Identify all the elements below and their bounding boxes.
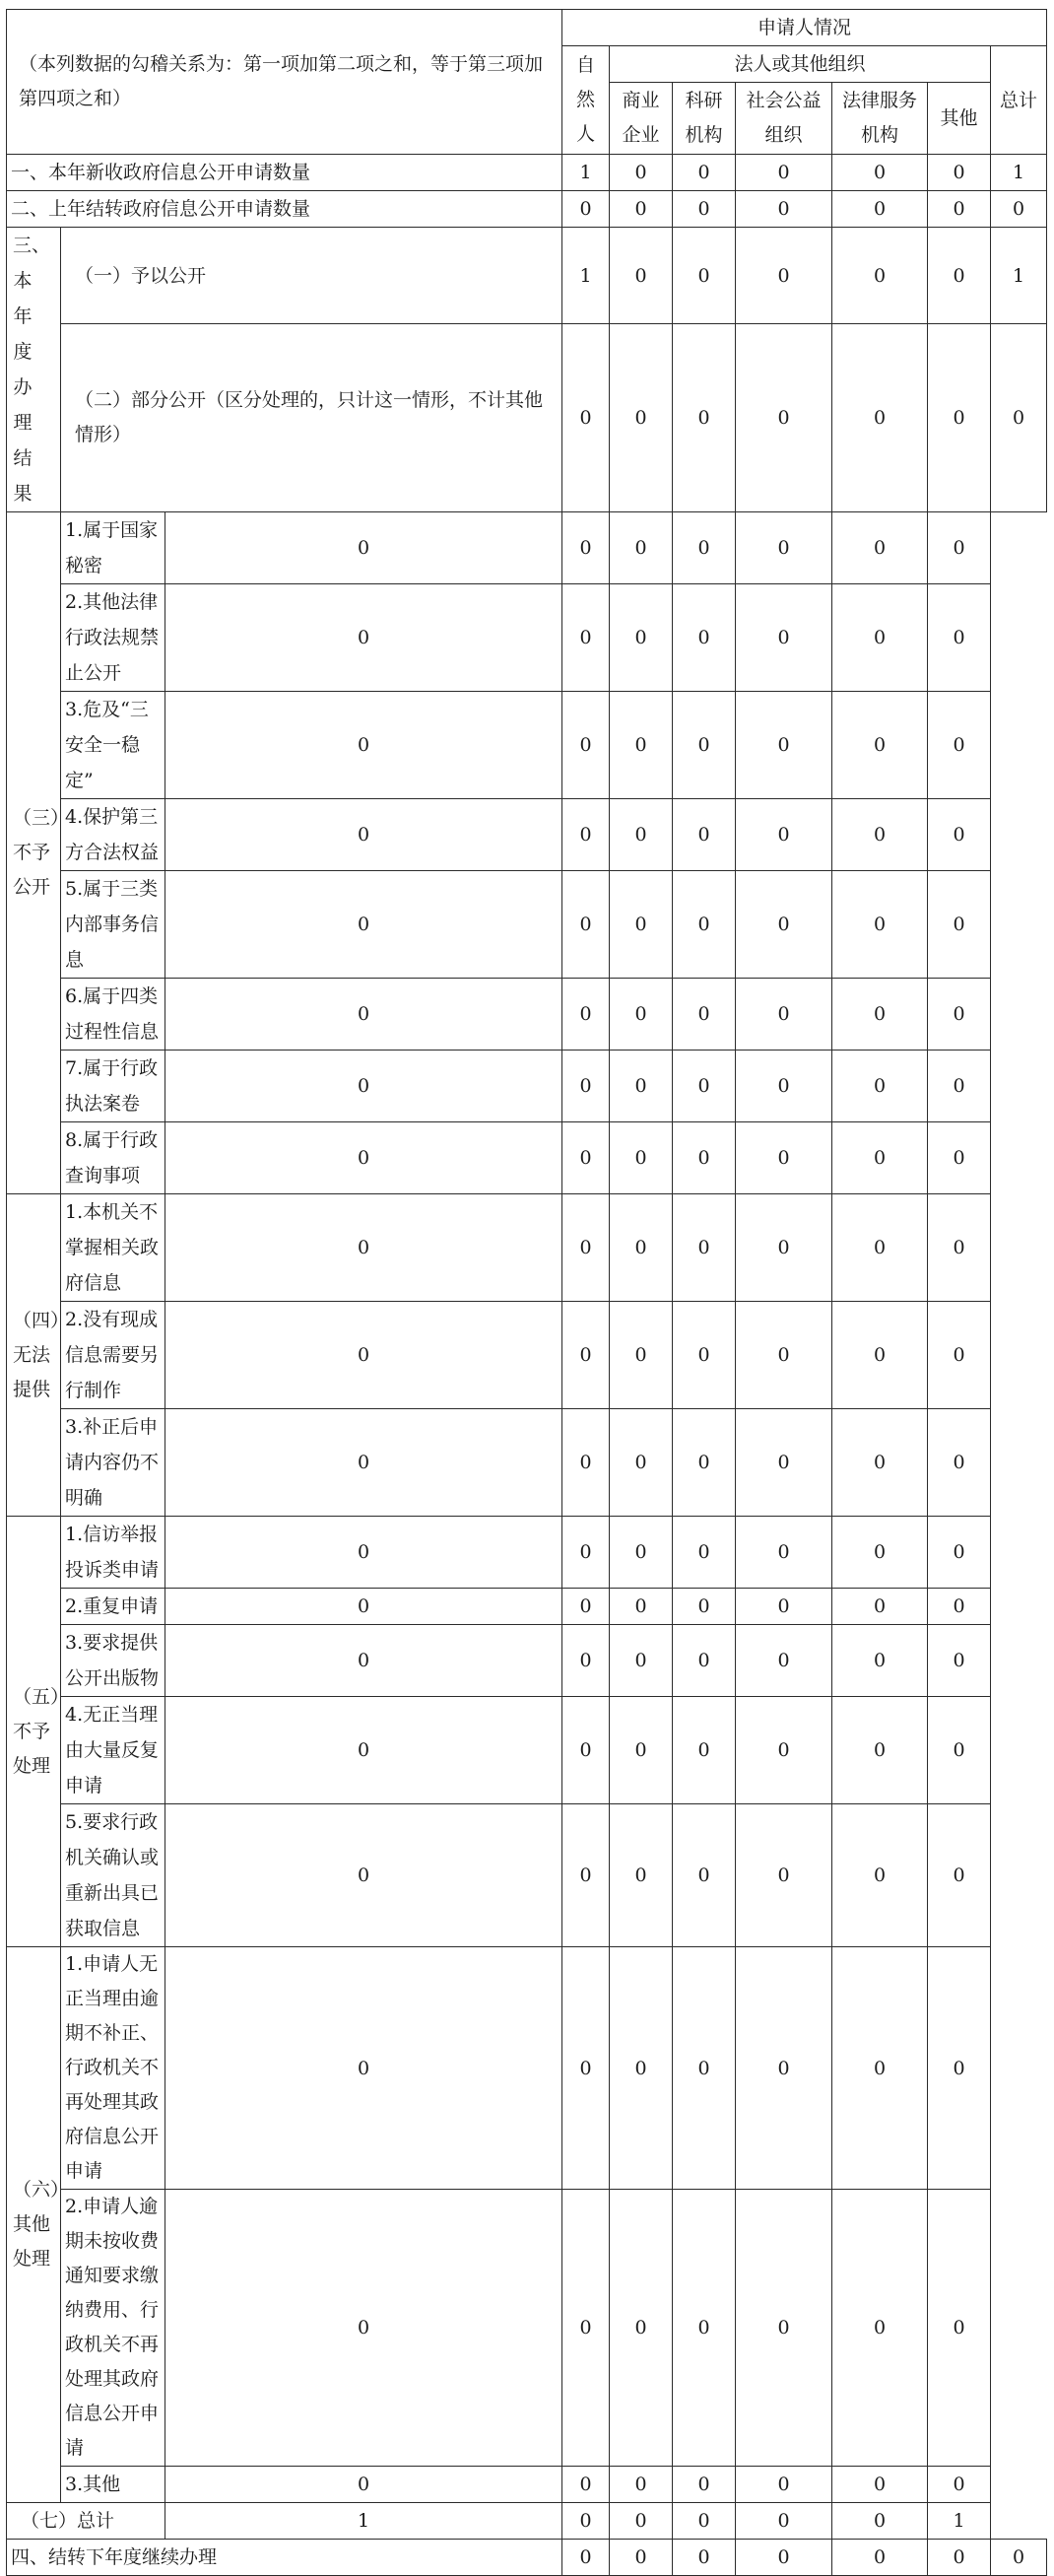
cell: 0 bbox=[736, 324, 832, 512]
cell: 0 bbox=[165, 1589, 562, 1625]
cell: 0 bbox=[673, 979, 736, 1051]
row-label: 6.属于四类过程性信息 bbox=[61, 979, 165, 1051]
cell: 0 bbox=[562, 2540, 610, 2576]
group-label: （四）无法提供 bbox=[7, 1194, 61, 1517]
table-row bbox=[7, 1409, 1047, 1517]
cell: 0 bbox=[736, 1625, 832, 1697]
cell: 0 bbox=[673, 2503, 736, 2540]
row-label: 1.本机关不掌握相关政府信息 bbox=[61, 1194, 165, 1302]
cell: 0 bbox=[832, 512, 928, 584]
cell: 0 bbox=[991, 2540, 1047, 2576]
cell: 0 bbox=[165, 1051, 562, 1122]
cell: 0 bbox=[832, 871, 928, 979]
row-label: 四、结转下年度继续办理 bbox=[7, 2540, 562, 2576]
cell: 0 bbox=[562, 2190, 610, 2467]
cell: 0 bbox=[165, 1625, 562, 1697]
cell: 0 bbox=[165, 1122, 562, 1194]
cell: 0 bbox=[610, 1697, 673, 1804]
table-row bbox=[7, 1122, 1047, 1194]
cell: 0 bbox=[165, 1194, 562, 1302]
cell: 0 bbox=[928, 228, 991, 324]
cell: 0 bbox=[673, 2540, 736, 2576]
cell: 0 bbox=[928, 2540, 991, 2576]
row-label: 3.危及“三安全一稳定” bbox=[61, 692, 165, 799]
row-label: 2.没有现成信息需要另行制作 bbox=[61, 1302, 165, 1409]
cell: 0 bbox=[610, 1804, 673, 1947]
cell: 0 bbox=[562, 799, 610, 871]
table-row bbox=[7, 1302, 1047, 1409]
table-row bbox=[7, 2190, 1047, 2467]
cell: 0 bbox=[832, 324, 928, 512]
cell: 0 bbox=[832, 2190, 928, 2467]
cell: 0 bbox=[736, 1517, 832, 1589]
cell: 0 bbox=[736, 1804, 832, 1947]
cell: 0 bbox=[673, 228, 736, 324]
cell: 0 bbox=[673, 799, 736, 871]
cell: 0 bbox=[165, 1302, 562, 1409]
cell: 0 bbox=[165, 1947, 562, 2190]
cell: 0 bbox=[562, 584, 610, 692]
table-row bbox=[7, 1589, 1047, 1625]
cell: 0 bbox=[610, 1589, 673, 1625]
cell: 0 bbox=[736, 155, 832, 191]
cell: 0 bbox=[928, 1625, 991, 1697]
cell: 1 bbox=[562, 155, 610, 191]
cell: 0 bbox=[673, 155, 736, 191]
cell: 0 bbox=[736, 1122, 832, 1194]
research-header: 科研 机构 bbox=[673, 83, 736, 155]
cell: 0 bbox=[928, 1697, 991, 1804]
cell: 0 bbox=[736, 1409, 832, 1517]
table-row bbox=[7, 191, 1047, 228]
cell: 0 bbox=[736, 2467, 832, 2503]
cell: 0 bbox=[832, 799, 928, 871]
cell: 0 bbox=[165, 1804, 562, 1947]
legal-service-header: 法律服务 机构 bbox=[832, 83, 928, 155]
cell: 0 bbox=[832, 1947, 928, 2190]
cell: 1 bbox=[562, 228, 610, 324]
cell: 0 bbox=[673, 1697, 736, 1804]
cell: 0 bbox=[832, 692, 928, 799]
cell: 0 bbox=[673, 871, 736, 979]
cell: 0 bbox=[610, 584, 673, 692]
cell: 0 bbox=[673, 1625, 736, 1697]
table-row bbox=[7, 1194, 1047, 1302]
cell: 0 bbox=[673, 1194, 736, 1302]
table-row bbox=[7, 799, 1047, 871]
row-label: 二、上年结转政府信息公开申请数量 bbox=[7, 191, 562, 228]
cell: 0 bbox=[928, 2467, 991, 2503]
relation-note: （本列数据的勾稽关系为：第一项加第二项之和，等于第三项加第四项之和） bbox=[7, 10, 562, 155]
cell: 0 bbox=[928, 1194, 991, 1302]
row-label: 3.其他 bbox=[61, 2467, 165, 2503]
cell: 0 bbox=[736, 1589, 832, 1625]
cell: 0 bbox=[165, 512, 562, 584]
cell: 0 bbox=[165, 871, 562, 979]
cell: 0 bbox=[928, 979, 991, 1051]
cell: 0 bbox=[610, 324, 673, 512]
cell: 0 bbox=[673, 1409, 736, 1517]
cell: 0 bbox=[832, 584, 928, 692]
table-row bbox=[7, 1051, 1047, 1122]
group-label: （六）其他处理 bbox=[7, 1947, 61, 2503]
cell: 0 bbox=[736, 228, 832, 324]
table-row bbox=[7, 512, 1047, 584]
cell: 0 bbox=[562, 2467, 610, 2503]
table-row bbox=[7, 155, 1047, 191]
cell: 0 bbox=[832, 1302, 928, 1409]
cell: 0 bbox=[562, 1051, 610, 1122]
cell: 0 bbox=[928, 1589, 991, 1625]
cell: 0 bbox=[610, 2467, 673, 2503]
cell: 0 bbox=[832, 979, 928, 1051]
table-row bbox=[7, 1804, 1047, 1947]
cell: 0 bbox=[562, 1804, 610, 1947]
cell: 0 bbox=[928, 155, 991, 191]
cell: 0 bbox=[165, 1517, 562, 1589]
cell: 0 bbox=[832, 2540, 928, 2576]
cell: 0 bbox=[928, 324, 991, 512]
row-label: 8.属于行政查询事项 bbox=[61, 1122, 165, 1194]
cell: 0 bbox=[562, 1589, 610, 1625]
cell: 0 bbox=[736, 871, 832, 979]
row-label: 3.要求提供公开出版物 bbox=[61, 1625, 165, 1697]
group-label: （五）不予处理 bbox=[7, 1517, 61, 1947]
table-row bbox=[7, 228, 1047, 324]
row-label: 1.属于国家秘密 bbox=[61, 512, 165, 584]
applicant-situation-header: 申请人情况 bbox=[562, 10, 1047, 46]
row-label: 5.属于三类内部事务信息 bbox=[61, 871, 165, 979]
table-row bbox=[7, 979, 1047, 1051]
table-row bbox=[7, 1625, 1047, 1697]
cell: 0 bbox=[832, 1517, 928, 1589]
cell: 0 bbox=[736, 512, 832, 584]
cell: 0 bbox=[736, 2503, 832, 2540]
cell: 0 bbox=[928, 1409, 991, 1517]
cell: 0 bbox=[991, 191, 1047, 228]
cell: 0 bbox=[610, 2540, 673, 2576]
cell: 0 bbox=[610, 2503, 673, 2540]
cell: 0 bbox=[610, 979, 673, 1051]
cell: 0 bbox=[610, 155, 673, 191]
cell: 0 bbox=[673, 1947, 736, 2190]
cell: 0 bbox=[673, 1122, 736, 1194]
cell: 0 bbox=[562, 1122, 610, 1194]
cell: 0 bbox=[832, 1122, 928, 1194]
cell: 0 bbox=[673, 2190, 736, 2467]
row-label: 1.信访举报投诉类申请 bbox=[61, 1517, 165, 1589]
cell: 0 bbox=[562, 1302, 610, 1409]
row-label: 4.保护第三方合法权益 bbox=[61, 799, 165, 871]
row-label: 一、本年新收政府信息公开申请数量 bbox=[7, 155, 562, 191]
social-header: 社会公益 组织 bbox=[736, 83, 832, 155]
cell: 0 bbox=[610, 799, 673, 871]
cell: 0 bbox=[610, 191, 673, 228]
cell: 0 bbox=[610, 1517, 673, 1589]
commercial-header: 商业 企业 bbox=[610, 83, 673, 155]
cell: 0 bbox=[562, 871, 610, 979]
cell: 0 bbox=[165, 2467, 562, 2503]
table-row bbox=[7, 1697, 1047, 1804]
cell: 0 bbox=[562, 979, 610, 1051]
cell: 0 bbox=[736, 1302, 832, 1409]
cell: 0 bbox=[165, 692, 562, 799]
table-row bbox=[7, 2503, 1047, 2540]
cell: 0 bbox=[736, 2540, 832, 2576]
cell: 0 bbox=[165, 1697, 562, 1804]
row-label: （一）予以公开 bbox=[61, 228, 562, 324]
cell: 0 bbox=[928, 1804, 991, 1947]
row-label: 3.补正后申请内容仍不明确 bbox=[61, 1409, 165, 1517]
cell: 0 bbox=[673, 324, 736, 512]
cell: 0 bbox=[991, 324, 1047, 512]
cell: 0 bbox=[832, 191, 928, 228]
cell: 0 bbox=[832, 1051, 928, 1122]
cell: 0 bbox=[736, 191, 832, 228]
table-row bbox=[7, 324, 1047, 512]
cell: 0 bbox=[562, 1947, 610, 2190]
cell: 0 bbox=[673, 191, 736, 228]
cell: 0 bbox=[736, 2190, 832, 2467]
cell: 0 bbox=[610, 1947, 673, 2190]
cell: 0 bbox=[562, 191, 610, 228]
row-label: （七）总计 bbox=[7, 2503, 165, 2540]
row-label: 1.申请人无正当理由逾期不补正、行政机关不再处理其政府信息公开申请 bbox=[61, 1947, 165, 2190]
cell: 0 bbox=[832, 2503, 928, 2540]
cell: 1 bbox=[991, 228, 1047, 324]
row-label: （二）部分公开（区分处理的，只计这一情形，不计其他情形） bbox=[61, 324, 562, 512]
cell: 0 bbox=[562, 2503, 610, 2540]
cell: 0 bbox=[610, 1122, 673, 1194]
cell: 0 bbox=[928, 871, 991, 979]
cell: 0 bbox=[673, 1051, 736, 1122]
cell: 0 bbox=[832, 1589, 928, 1625]
cell: 0 bbox=[562, 692, 610, 799]
cell: 0 bbox=[736, 1697, 832, 1804]
cell: 0 bbox=[832, 155, 928, 191]
cell: 0 bbox=[165, 799, 562, 871]
cell: 0 bbox=[928, 1122, 991, 1194]
cell: 0 bbox=[562, 1194, 610, 1302]
cell: 0 bbox=[610, 228, 673, 324]
cell: 0 bbox=[165, 2190, 562, 2467]
table-row bbox=[7, 2467, 1047, 2503]
gov-info-disclosure-table bbox=[6, 9, 1047, 2576]
cell: 0 bbox=[736, 799, 832, 871]
cell: 0 bbox=[610, 1051, 673, 1122]
cell: 0 bbox=[832, 228, 928, 324]
group-label: （三）不予公开 bbox=[7, 512, 61, 1194]
table-row bbox=[7, 1947, 1047, 2190]
cell: 0 bbox=[673, 512, 736, 584]
cell: 0 bbox=[610, 1302, 673, 1409]
cell: 0 bbox=[736, 584, 832, 692]
cell: 0 bbox=[832, 1194, 928, 1302]
row-label: 2.其他法律行政法规禁止公开 bbox=[61, 584, 165, 692]
cell: 1 bbox=[991, 155, 1047, 191]
cell: 0 bbox=[928, 512, 991, 584]
cell: 0 bbox=[928, 2190, 991, 2467]
cell: 0 bbox=[562, 1625, 610, 1697]
row-label: 2.申请人逾期未按收费通知要求缴纳费用、行政机关不再处理其政府信息公开申请 bbox=[61, 2190, 165, 2467]
cell: 0 bbox=[832, 1804, 928, 1947]
cell: 0 bbox=[673, 1804, 736, 1947]
cell: 0 bbox=[832, 1697, 928, 1804]
cell: 0 bbox=[928, 1051, 991, 1122]
cell: 0 bbox=[610, 1625, 673, 1697]
cell: 1 bbox=[928, 2503, 991, 2540]
cell: 0 bbox=[610, 2190, 673, 2467]
table-row bbox=[7, 1517, 1047, 1589]
row-label: 4.无正当理由大量反复申请 bbox=[61, 1697, 165, 1804]
row-label: 7.属于行政执法案卷 bbox=[61, 1051, 165, 1122]
legal-person-group-header: 法人或其他组织 bbox=[610, 46, 991, 83]
other-header: 其他 bbox=[928, 83, 991, 155]
cell: 0 bbox=[562, 324, 610, 512]
cell: 0 bbox=[610, 512, 673, 584]
cell: 0 bbox=[928, 584, 991, 692]
table-row bbox=[7, 871, 1047, 979]
cell: 0 bbox=[928, 1517, 991, 1589]
cell: 0 bbox=[928, 1302, 991, 1409]
cell: 0 bbox=[562, 1697, 610, 1804]
cell: 0 bbox=[736, 692, 832, 799]
cell: 0 bbox=[928, 191, 991, 228]
section-three-label: 三、 本 年 度 办 理 结 果 bbox=[7, 228, 61, 512]
cell: 0 bbox=[736, 1194, 832, 1302]
row-label: 2.重复申请 bbox=[61, 1589, 165, 1625]
cell: 0 bbox=[928, 1947, 991, 2190]
cell: 0 bbox=[832, 1625, 928, 1697]
cell: 0 bbox=[673, 2467, 736, 2503]
cell: 0 bbox=[673, 1517, 736, 1589]
cell: 0 bbox=[673, 1589, 736, 1625]
cell: 0 bbox=[673, 584, 736, 692]
cell: 0 bbox=[832, 1409, 928, 1517]
cell: 0 bbox=[928, 799, 991, 871]
total-header: 总计 bbox=[991, 46, 1047, 155]
cell: 0 bbox=[562, 1409, 610, 1517]
table-row bbox=[7, 2540, 1047, 2576]
cell: 0 bbox=[673, 1302, 736, 1409]
cell: 0 bbox=[610, 1409, 673, 1517]
cell: 0 bbox=[562, 1517, 610, 1589]
cell: 0 bbox=[736, 1947, 832, 2190]
cell: 0 bbox=[736, 979, 832, 1051]
cell: 0 bbox=[673, 692, 736, 799]
cell: 0 bbox=[832, 2467, 928, 2503]
cell: 1 bbox=[165, 2503, 562, 2540]
cell: 0 bbox=[610, 871, 673, 979]
natural-person-header: 自 然 人 bbox=[562, 46, 610, 155]
cell: 0 bbox=[165, 1409, 562, 1517]
cell: 0 bbox=[610, 1194, 673, 1302]
table-row bbox=[7, 692, 1047, 799]
table-row bbox=[7, 584, 1047, 692]
cell: 0 bbox=[165, 979, 562, 1051]
cell: 0 bbox=[562, 512, 610, 584]
cell: 0 bbox=[736, 1051, 832, 1122]
cell: 0 bbox=[928, 692, 991, 799]
row-label: 5.要求行政机关确认或重新出具已获取信息 bbox=[61, 1804, 165, 1947]
cell: 0 bbox=[165, 584, 562, 692]
cell: 0 bbox=[610, 692, 673, 799]
